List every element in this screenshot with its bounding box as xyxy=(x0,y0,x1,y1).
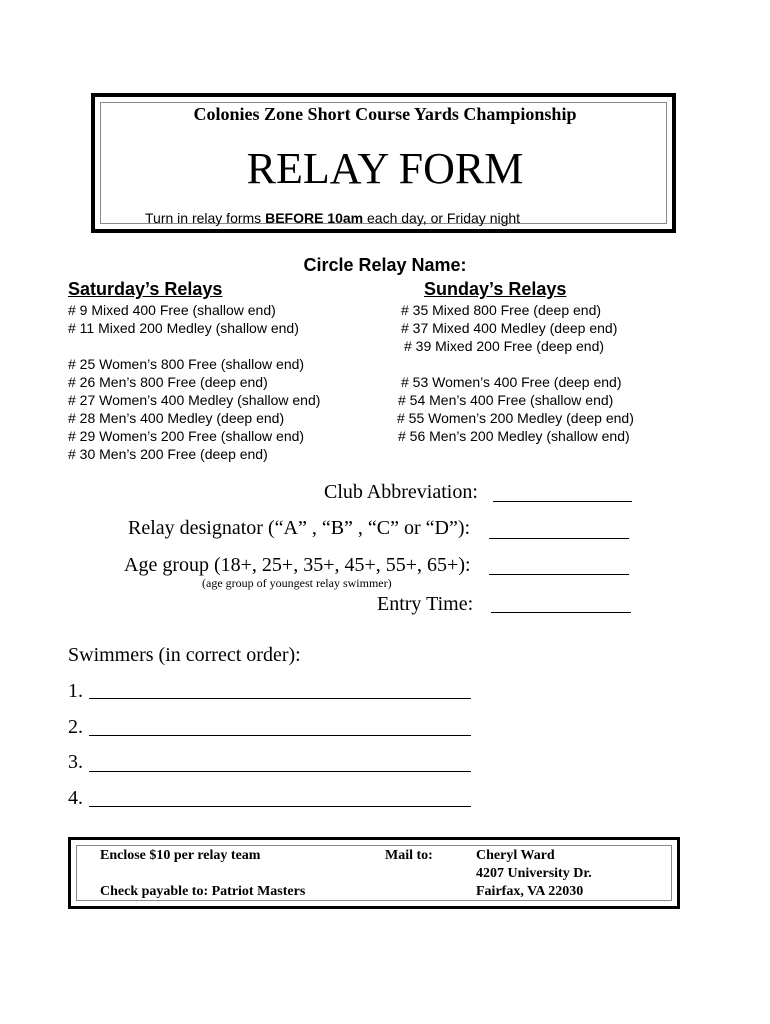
relay-item[interactable]: # 30 Men’s 200 Free (deep end) xyxy=(68,446,268,462)
club-abbreviation-field[interactable] xyxy=(493,501,632,502)
form-title: RELAY FORM xyxy=(246,144,524,193)
event-subtitle: Colonies Zone Short Course Yards Championship xyxy=(193,104,577,124)
entry-time-field[interactable] xyxy=(491,612,631,613)
relay-item[interactable]: # 27 Women’s 400 Medley (shallow end) xyxy=(68,392,321,408)
mail-name: Cheryl Ward xyxy=(476,848,555,863)
swimmer-4-field[interactable] xyxy=(89,806,471,807)
relay-item[interactable]: # 54 Men’s 400 Free (shallow end) xyxy=(398,392,614,408)
swimmer-1-field[interactable] xyxy=(89,698,471,699)
entry-time-label: Entry Time: xyxy=(377,593,474,615)
fee-text: Enclose $10 per relay team xyxy=(100,848,261,863)
swimmers-heading: Swimmers (in correct order): xyxy=(68,644,301,666)
sunday-heading: Sunday’s Relays xyxy=(424,279,567,299)
relay-item[interactable]: # 37 Mixed 400 Medley (deep end) xyxy=(401,320,618,336)
age-group-label: Age group (18+, 25+, 35+, 45+, 55+, 65+): xyxy=(124,554,471,576)
circle-relay-label: Circle Relay Name: xyxy=(303,255,467,275)
check-payable-text: Check payable to: Patriot Masters xyxy=(100,884,306,899)
relay-item[interactable]: # 11 Mixed 200 Medley (shallow end) xyxy=(68,320,299,336)
relay-item[interactable]: # 29 Women’s 200 Free (shallow end) xyxy=(68,428,305,444)
relay-item[interactable]: # 39 Mixed 200 Free (deep end) xyxy=(404,338,605,354)
relay-item[interactable]: # 53 Women’s 400 Free (deep end) xyxy=(401,374,622,390)
mail-city: Fairfax, VA 22030 xyxy=(476,884,584,899)
relay-item[interactable]: # 9 Mixed 400 Free (shallow end) xyxy=(68,302,276,318)
swimmer-2-field[interactable] xyxy=(89,735,471,736)
age-group-field[interactable] xyxy=(489,574,629,575)
saturday-heading: Saturday’s Relays xyxy=(68,279,223,299)
relay-item[interactable]: # 55 Women’s 200 Medley (deep end) xyxy=(397,410,634,426)
mail-to-label: Mail to: xyxy=(385,848,433,863)
relay-designator-label: Relay designator (“A” , “B” , “C” or “D”): xyxy=(128,517,471,539)
relay-item[interactable]: # 25 Women’s 800 Free (shallow end) xyxy=(68,356,305,372)
swimmer-number: 2. xyxy=(68,716,83,738)
swimmer-number: 1. xyxy=(68,680,83,702)
age-group-note: (age group of youngest relay swimmer) xyxy=(202,576,392,590)
swimmer-number: 4. xyxy=(68,787,83,809)
relay-item[interactable]: # 56 Men’s 200 Medley (shallow end) xyxy=(398,428,630,444)
deadline-note: Turn in relay forms BEFORE 10am each day, or Friday night xyxy=(145,210,521,226)
relay-item[interactable]: # 28 Men’s 400 Medley (deep end) xyxy=(68,410,285,426)
relay-item[interactable]: # 35 Mixed 800 Free (deep end) xyxy=(401,302,602,318)
relay-item[interactable]: # 26 Men’s 800 Free (deep end) xyxy=(68,374,268,390)
club-abbreviation-label: Club Abbreviation: xyxy=(324,481,478,503)
swimmer-3-field[interactable] xyxy=(89,771,471,772)
swimmer-number: 3. xyxy=(68,751,83,773)
mail-street: 4207 University Dr. xyxy=(476,866,592,881)
relay-designator-field[interactable] xyxy=(489,538,629,539)
